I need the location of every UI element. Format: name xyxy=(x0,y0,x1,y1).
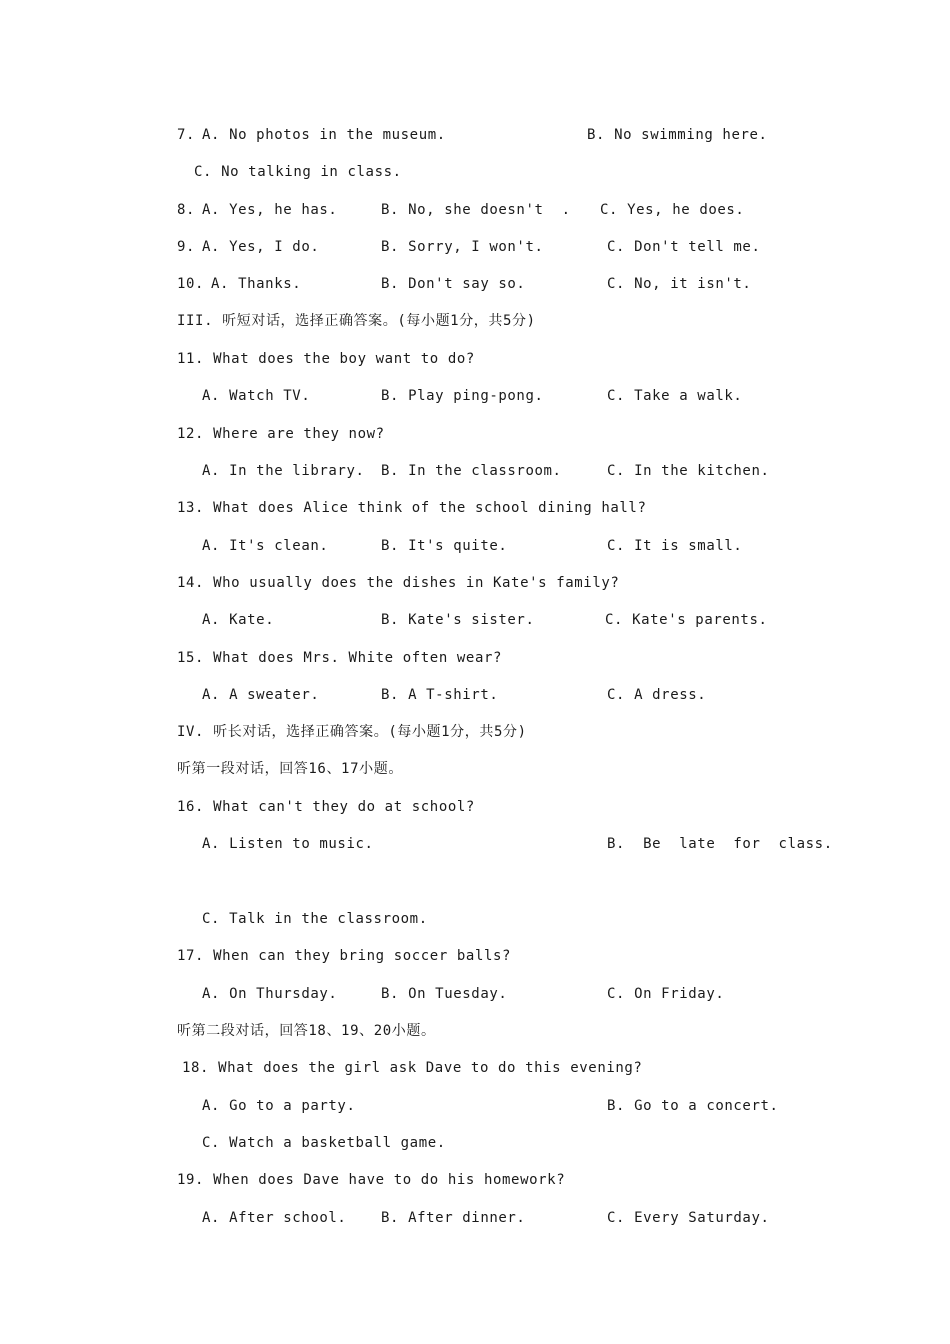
q13-option-c: C. It is small. xyxy=(607,538,743,554)
q12-option-c: C. In the kitchen. xyxy=(607,463,770,479)
q19-option-a: A. After school. xyxy=(202,1210,347,1226)
q11-option-b: B. Play ping-pong. xyxy=(381,388,544,404)
q10-option-b: B. Don't say so. xyxy=(381,276,526,292)
q14-option-c: C. Kate's parents. xyxy=(605,612,768,628)
q16-option-b: B. Be late for class. xyxy=(607,836,833,852)
q14-stem: 14. Who usually does the dishes in Kate's family? xyxy=(177,575,620,591)
q8-option-a: A. Yes, he has. xyxy=(202,202,338,218)
q8-option-b: B. No, she doesn't . xyxy=(381,202,571,218)
q7-option-c: C. No talking in class. xyxy=(194,164,402,180)
q8-number: 8. xyxy=(177,202,196,218)
q14-option-a: A. Kate. xyxy=(202,612,275,628)
section-4-heading: IV. 听长对话，选择正确答案。(每小题1分，共5分) xyxy=(177,724,527,740)
q16-stem: 16. What can't they do at school? xyxy=(177,799,475,815)
q9-option-b: B. Sorry, I won't. xyxy=(381,239,544,255)
q17-option-b: B. On Tuesday. xyxy=(381,986,508,1002)
q17-stem: 17. When can they bring soccer balls? xyxy=(177,948,512,964)
q17-option-a: A. On Thursday. xyxy=(202,986,338,1002)
q10-number: 10. xyxy=(177,276,205,292)
q9-number: 9. xyxy=(177,239,196,255)
q8-option-c: C. Yes, he does. xyxy=(600,202,745,218)
q18-option-c: C. Watch a basketball game. xyxy=(202,1135,446,1151)
q7-number: 7. xyxy=(177,127,196,143)
q13-option-b: B. It's quite. xyxy=(381,538,508,554)
q15-option-a: A. A sweater. xyxy=(202,687,320,703)
q15-option-b: B. A T-shirt. xyxy=(381,687,499,703)
q18-stem: 18. What does the girl ask Dave to do this evening? xyxy=(182,1060,643,1076)
q11-option-c: C. Take a walk. xyxy=(607,388,743,404)
q9-option-a: A. Yes, I do. xyxy=(202,239,320,255)
q11-option-a: A. Watch TV. xyxy=(202,388,311,404)
q13-stem: 13. What does Alice think of the school dining hall? xyxy=(177,500,647,516)
q12-option-b: B. In the classroom. xyxy=(381,463,562,479)
q7-option-a: A. No photos in the museum. xyxy=(202,127,446,143)
section-3-heading: III. 听短对话，选择正确答案。(每小题1分，共5分) xyxy=(177,313,536,329)
q17-option-c: C. On Friday. xyxy=(607,986,725,1002)
q15-option-c: C. A dress. xyxy=(607,687,707,703)
q9-option-c: C. Don't tell me. xyxy=(607,239,761,255)
q18-option-a: A. Go to a party. xyxy=(202,1098,356,1114)
q19-option-b: B. After dinner. xyxy=(381,1210,526,1226)
q14-option-b: B. Kate's sister. xyxy=(381,612,535,628)
q16-option-c: C. Talk in the classroom. xyxy=(202,911,428,927)
q11-stem: 11. What does the boy want to do? xyxy=(177,351,475,367)
q12-stem: 12. Where are they now? xyxy=(177,426,385,442)
q13-option-a: A. It's clean. xyxy=(202,538,329,554)
q10-option-c: C. No, it isn't. xyxy=(607,276,752,292)
q19-stem: 19. When does Dave have to do his homework? xyxy=(177,1172,566,1188)
dialog-2-instruction: 听第二段对话，回答18、19、20小题。 xyxy=(177,1023,436,1039)
q19-option-c: C. Every Saturday. xyxy=(607,1210,770,1226)
q18-option-b: B. Go to a concert. xyxy=(607,1098,779,1114)
q12-option-a: A. In the library. xyxy=(202,463,365,479)
dialog-1-instruction: 听第一段对话，回答16、17小题。 xyxy=(177,761,403,777)
q7-option-b: B. No swimming here. xyxy=(587,127,768,143)
q10-option-a: A. Thanks. xyxy=(211,276,302,292)
q16-option-a: A. Listen to music. xyxy=(202,836,374,852)
q15-stem: 15. What does Mrs. White often wear? xyxy=(177,650,503,666)
